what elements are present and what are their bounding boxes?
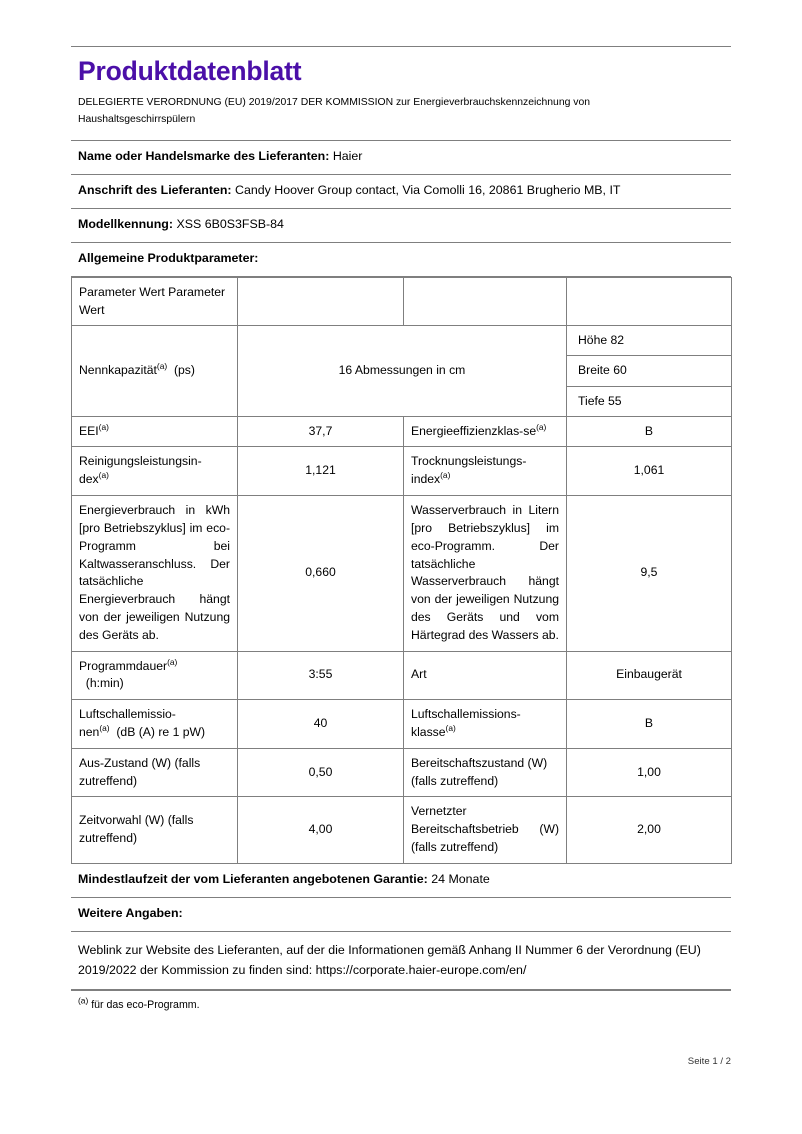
- warranty-row: [71, 864, 731, 898]
- model-label: Modellkennung:: [78, 216, 173, 231]
- supplier-brand-value: Haier: [332, 148, 363, 163]
- table-row-off-mode: [72, 748, 732, 797]
- document-header: [71, 46, 731, 141]
- drying-index-label-cell: [404, 447, 567, 496]
- general-parameters-label: Allgemeine Produktparameter:: [78, 250, 259, 265]
- weblink-row: [71, 932, 731, 990]
- dimension-depth: Tiefe 55: [578, 393, 622, 408]
- eei-value: 37,7: [238, 416, 404, 447]
- noise-class-label: Luftschallemissions-klasse: [411, 707, 521, 739]
- noise-class-sup: (a): [445, 722, 456, 733]
- off-mode-value: 0,50: [238, 748, 404, 797]
- table-row-delay-start: [72, 797, 732, 863]
- cleaning-index-sup: (a): [98, 470, 109, 481]
- table-row-duration: [72, 651, 732, 700]
- supplier-address-value: Candy Hoover Group contact, Via Comolli 16, 20861 Brugherio MB, IT: [235, 182, 621, 197]
- delay-start-value: 4,00: [238, 797, 404, 863]
- table-row-cleaning-index: [72, 447, 732, 496]
- table-row-param-header: [72, 277, 732, 326]
- table-row-eei: [72, 416, 732, 447]
- supplier-address-row: [71, 175, 731, 209]
- noise-class-label-cell: [404, 700, 567, 749]
- weblink-text: Weblink zur Website des Lieferanten, auf der die Informationen gemäß Anhang II Nummer 6 der Verordnung (EU) 2019/2022 der Kommission zu finden sind: https://corporate.haier-europe.com/en/: [78, 942, 701, 977]
- noise-label: Luftschallemissio-nen: [79, 707, 176, 739]
- document-subtitle: DELEGIERTE VERORDNUNG (EU) 2019/2017 DER KOMMISSION zur Energieverbrauchskennzeichnung von Haushaltsgeschirrspülern: [78, 97, 591, 125]
- energy-consumption-label: Energieverbrauch in kWh [pro Betriebszyklus] im eco-Programm bei Kaltwasseranschluss. Der tatsächliche Energieverbrauch hängt von der jeweiligen Nutzung des Geräts ab.: [72, 496, 238, 652]
- additional-info-heading: [71, 898, 731, 932]
- drying-index-value: 1,061: [567, 447, 732, 496]
- product-parameters-table: [71, 277, 732, 864]
- eei-label: EEI: [79, 423, 99, 438]
- capacity-unit: (ps): [173, 363, 195, 378]
- warranty-label: Mindestlaufzeit der vom Lieferanten angebotenen Garantie:: [78, 871, 428, 886]
- capacity-label: Nennkapazität: [79, 363, 157, 378]
- water-consumption-value: 9,5: [567, 496, 732, 652]
- supplier-brand-row: [71, 141, 731, 175]
- footnote-text: für das eco-Programm.: [91, 999, 200, 1012]
- table-row-noise: [72, 700, 732, 749]
- duration-label-cell: [72, 651, 238, 700]
- duration-value: 3:55: [238, 651, 404, 700]
- energy-class-label: Energieeffizienzklas-se: [411, 423, 537, 438]
- type-label: Art: [404, 651, 567, 700]
- param-header-blank-4: [567, 277, 732, 326]
- dimension-height: Höhe 82: [567, 326, 731, 356]
- supplier-brand-label: Name oder Handelsmarke des Lieferanten:: [78, 148, 330, 163]
- capacity-sup: (a): [156, 361, 168, 372]
- eei-sup: (a): [98, 421, 109, 432]
- networked-standby-label: Vernetzter Bereitschaftsbetrieb (W) (falls zutreffend): [404, 797, 567, 863]
- delay-start-label: Zeitvorwahl (W) (falls zutreffend): [72, 797, 238, 863]
- model-value: XSS 6B0S3FSB-84: [176, 216, 284, 231]
- eei-label-cell: [72, 416, 238, 447]
- cleaning-index-value: 1,121: [238, 447, 404, 496]
- standby-label: Bereitschaftszustand (W) (falls zutreffend): [404, 748, 567, 797]
- duration-label: Programmdauer: [79, 658, 168, 673]
- table-row-capacity: [72, 326, 732, 416]
- capacity-merged-value: 16 Abmessungen in cm: [238, 326, 567, 416]
- energy-consumption-value: 0,660: [238, 496, 404, 652]
- cleaning-index-label-cell: [72, 447, 238, 496]
- networked-standby-value: 2,00: [567, 797, 732, 863]
- footnote-marker: (a): [78, 995, 89, 1006]
- noise-unit: (dB (A) re 1 pW): [116, 725, 206, 739]
- supplier-address-label: Anschrift des Lieferanten:: [78, 182, 232, 197]
- cleaning-index-label: Reinigungsleistungsin-dex: [79, 454, 202, 487]
- noise-label-cell: [72, 700, 238, 749]
- noise-class-value: B: [567, 700, 732, 749]
- page-title: Produktdatenblatt: [78, 56, 302, 86]
- additional-info-label: Weitere Angaben:: [78, 905, 183, 920]
- energy-class-label-cell: [404, 416, 567, 447]
- table-row-consumption: [72, 496, 732, 652]
- param-header-label: Parameter Wert Parameter Wert: [72, 277, 238, 326]
- type-value: Einbaugerät: [567, 651, 732, 700]
- warranty-value: 24 Monate: [431, 871, 490, 886]
- capacity-label-cell: [72, 326, 238, 416]
- model-row: [71, 209, 731, 243]
- general-parameters-heading: [71, 243, 731, 277]
- duration-unit: (h:min): [85, 676, 124, 691]
- water-consumption-label: Wasserverbrauch in Litern [pro Betriebszyklus] im eco-Programm. Der tatsächliche Wasserverbrauch hängt von der jeweiligen Nutzung des Geräts und vom Härtegrad des Wassers ab.: [404, 496, 567, 652]
- footnote-row: [71, 990, 731, 1019]
- drying-index-sup: (a): [440, 470, 451, 481]
- page-number-footer: Seite 1 / 2: [687, 1056, 731, 1067]
- energy-class-sup: (a): [536, 421, 547, 432]
- dimension-width: Breite 60: [567, 356, 731, 386]
- standby-value: 1,00: [567, 748, 732, 797]
- off-mode-label: Aus-Zustand (W) (falls zutreffend): [72, 748, 238, 797]
- param-header-blank-2: [238, 277, 404, 326]
- drying-index-label: Trocknungsleistungs-index: [411, 454, 527, 487]
- noise-sup: (a): [99, 722, 110, 733]
- noise-value: 40: [238, 700, 404, 749]
- dimensions-cell: [567, 326, 732, 416]
- duration-sup: (a): [167, 656, 178, 667]
- energy-class-value: B: [567, 416, 732, 447]
- datasheet-container: [71, 46, 731, 1019]
- param-header-blank-3: [404, 277, 567, 326]
